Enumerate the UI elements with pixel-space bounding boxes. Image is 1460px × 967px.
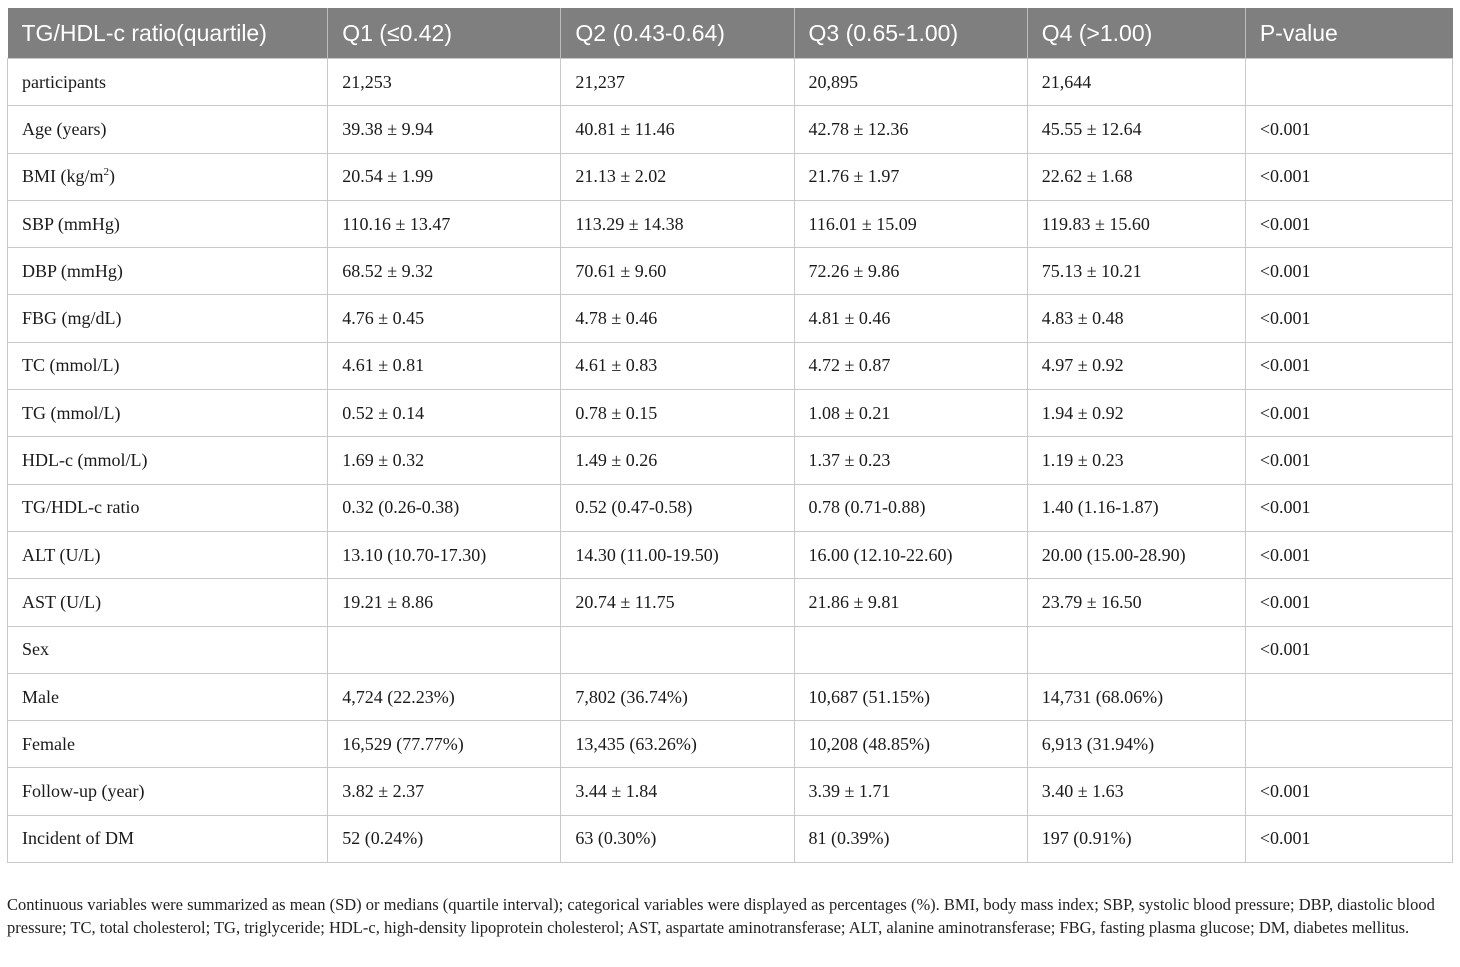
table-row	[8, 295, 1453, 342]
table-row	[8, 437, 1453, 484]
cell-q1: 3.82 ± 2.37	[328, 768, 561, 815]
header-cell-variable: TG/HDL-c ratio(quartile)	[8, 8, 328, 59]
cell-q2: 70.61 ± 9.60	[561, 248, 794, 295]
table-row	[8, 484, 1453, 531]
table-footnote: Continuous variables were summarized as mean (SD) or medians (quartile interval); categorical variables were displayed as percentages (%). BMI, body mass index; SBP, systolic blood pressure; DBP, diastolic blood pressure; TC, total cholesterol; TG, triglyceride; HDL-c, high-density lipoprotein cholesterol; AST, aspartate aminotransferase; ALT, alanine aminotransferase; FBG, fasting plasma glucose; DM, diabetes mellitus.	[7, 895, 1435, 937]
cell-q1: 21,253	[328, 59, 561, 106]
cell-variable: TG/HDL-c ratio	[8, 484, 328, 531]
cell-p-value: <0.001	[1245, 626, 1452, 673]
cell-q2: 21,237	[561, 59, 794, 106]
table-row	[8, 153, 1453, 200]
cell-q4: 4.83 ± 0.48	[1027, 295, 1245, 342]
cell-q1: 19.21 ± 8.86	[328, 579, 561, 626]
cell-q4: 21,644	[1027, 59, 1245, 106]
cell-p-value: <0.001	[1245, 106, 1452, 153]
cell-p-value: <0.001	[1245, 484, 1452, 531]
cell-q1: 16,529 (77.77%)	[328, 721, 561, 768]
cell-q2: 13,435 (63.26%)	[561, 721, 794, 768]
cell-q2	[561, 626, 794, 673]
cell-p-value: <0.001	[1245, 390, 1452, 437]
cell-q4: 6,913 (31.94%)	[1027, 721, 1245, 768]
cell-p-value: <0.001	[1245, 815, 1452, 862]
table-row	[8, 721, 1453, 768]
cell-variable: Male	[8, 673, 328, 720]
cell-q1: 4.76 ± 0.45	[328, 295, 561, 342]
cell-p-value: <0.001	[1245, 437, 1452, 484]
cell-q2: 4.61 ± 0.83	[561, 342, 794, 389]
cell-q2: 14.30 (11.00-19.50)	[561, 531, 794, 578]
cell-q1: 0.52 ± 0.14	[328, 390, 561, 437]
cell-q4: 45.55 ± 12.64	[1027, 106, 1245, 153]
header-cell-q1: Q1 (≤0.42)	[328, 8, 561, 59]
cell-q3: 20,895	[794, 59, 1027, 106]
cell-variable: BMI $(kg/m^2)$	[8, 153, 328, 200]
cell-p-value	[1245, 673, 1452, 720]
cell-q4: 75.13 ± 10.21	[1027, 248, 1245, 295]
table-row	[8, 673, 1453, 720]
table-row	[8, 106, 1453, 153]
cell-q4: 20.00 (15.00-28.90)	[1027, 531, 1245, 578]
cell-q3: 0.78 (0.71-0.88)	[794, 484, 1027, 531]
cell-q3: 4.72 ± 0.87	[794, 342, 1027, 389]
cell-q1: 68.52 ± 9.32	[328, 248, 561, 295]
cell-q3: 4.81 ± 0.46	[794, 295, 1027, 342]
baseline-characteristics-table-container	[7, 8, 1453, 863]
cell-variable: Sex	[8, 626, 328, 673]
table-row	[8, 200, 1453, 247]
cell-q2: 0.78 ± 0.15	[561, 390, 794, 437]
cell-q3: 3.39 ± 1.71	[794, 768, 1027, 815]
table-row	[8, 531, 1453, 578]
table-row	[8, 626, 1453, 673]
cell-q1: 1.69 ± 0.32	[328, 437, 561, 484]
cell-variable: Incident of DM	[8, 815, 328, 862]
cell-q3: 42.78 ± 12.36	[794, 106, 1027, 153]
table-header	[8, 8, 1453, 59]
cell-q2: 40.81 ± 11.46	[561, 106, 794, 153]
cell-q1: 110.16 ± 13.47	[328, 200, 561, 247]
cell-q2: 0.52 (0.47-0.58)	[561, 484, 794, 531]
cell-q4: 119.83 ± 15.60	[1027, 200, 1245, 247]
cell-p-value: <0.001	[1245, 248, 1452, 295]
cell-q3: 16.00 (12.10-22.60)	[794, 531, 1027, 578]
table-row	[8, 248, 1453, 295]
cell-p-value	[1245, 721, 1452, 768]
cell-q4: 3.40 ± 1.63	[1027, 768, 1245, 815]
cell-q1	[328, 626, 561, 673]
table-row	[8, 579, 1453, 626]
cell-p-value: <0.001	[1245, 153, 1452, 200]
cell-q4: 23.79 ± 16.50	[1027, 579, 1245, 626]
cell-q1: 13.10 (10.70-17.30)	[328, 531, 561, 578]
baseline-characteristics-table	[7, 8, 1453, 863]
cell-q1: 4,724 (22.23%)	[328, 673, 561, 720]
cell-p-value: <0.001	[1245, 200, 1452, 247]
header-cell-q3: Q3 (0.65-1.00)	[794, 8, 1027, 59]
cell-variable: AST (U/L)	[8, 579, 328, 626]
table-row	[8, 768, 1453, 815]
table-row	[8, 59, 1453, 106]
cell-p-value: <0.001	[1245, 531, 1452, 578]
header-cell-q2: Q2 (0.43-0.64)	[561, 8, 794, 59]
cell-q3: 1.37 ± 0.23	[794, 437, 1027, 484]
cell-variable: HDL-c (mmol/L)	[8, 437, 328, 484]
cell-q3: 21.86 ± 9.81	[794, 579, 1027, 626]
cell-q4: 14,731 (68.06%)	[1027, 673, 1245, 720]
cell-q1: 4.61 ± 0.81	[328, 342, 561, 389]
header-cell-p-value: P-value	[1245, 8, 1452, 59]
cell-q2: 63 (0.30%)	[561, 815, 794, 862]
cell-variable: FBG (mg/dL)	[8, 295, 328, 342]
cell-q4: 197 (0.91%)	[1027, 815, 1245, 862]
cell-q3: 10,687 (51.15%)	[794, 673, 1027, 720]
cell-q2: 3.44 ± 1.84	[561, 768, 794, 815]
cell-q2: 20.74 ± 11.75	[561, 579, 794, 626]
cell-p-value: <0.001	[1245, 579, 1452, 626]
cell-q4: 1.19 ± 0.23	[1027, 437, 1245, 484]
cell-variable: Follow-up (year)	[8, 768, 328, 815]
cell-variable: Age (years)	[8, 106, 328, 153]
header-row	[8, 8, 1453, 59]
cell-q1: 20.54 ± 1.99	[328, 153, 561, 200]
cell-p-value: <0.001	[1245, 342, 1452, 389]
cell-q4: 4.97 ± 0.92	[1027, 342, 1245, 389]
cell-q1: 39.38 ± 9.94	[328, 106, 561, 153]
cell-q3: 81 (0.39%)	[794, 815, 1027, 862]
cell-q3: 1.08 ± 0.21	[794, 390, 1027, 437]
cell-q2: 4.78 ± 0.46	[561, 295, 794, 342]
cell-q4: 22.62 ± 1.68	[1027, 153, 1245, 200]
cell-q2: 1.49 ± 0.26	[561, 437, 794, 484]
cell-p-value: <0.001	[1245, 768, 1452, 815]
header-cell-q4: Q4 (>1.00)	[1027, 8, 1245, 59]
cell-variable: TC (mmol/L)	[8, 342, 328, 389]
cell-q4: 1.40 (1.16-1.87)	[1027, 484, 1245, 531]
cell-q1: 52 (0.24%)	[328, 815, 561, 862]
cell-q2: 7,802 (36.74%)	[561, 673, 794, 720]
cell-variable: participants	[8, 59, 328, 106]
table-row	[8, 390, 1453, 437]
cell-q2: 113.29 ± 14.38	[561, 200, 794, 247]
cell-variable: DBP (mmHg)	[8, 248, 328, 295]
cell-p-value: <0.001	[1245, 295, 1452, 342]
cell-q1: 0.32 (0.26-0.38)	[328, 484, 561, 531]
cell-variable: ALT (U/L)	[8, 531, 328, 578]
table-row	[8, 342, 1453, 389]
cell-q3: 72.26 ± 9.86	[794, 248, 1027, 295]
cell-p-value	[1245, 59, 1452, 106]
table-body	[8, 59, 1453, 863]
cell-q3	[794, 626, 1027, 673]
cell-variable: TG (mmol/L)	[8, 390, 328, 437]
cell-q4	[1027, 626, 1245, 673]
cell-q3: 116.01 ± 15.09	[794, 200, 1027, 247]
cell-q3: 10,208 (48.85%)	[794, 721, 1027, 768]
cell-variable: SBP (mmHg)	[8, 200, 328, 247]
cell-q2: 21.13 ± 2.02	[561, 153, 794, 200]
cell-variable: Female	[8, 721, 328, 768]
cell-q4: 1.94 ± 0.92	[1027, 390, 1245, 437]
table-row	[8, 815, 1453, 862]
cell-q3: 21.76 ± 1.97	[794, 153, 1027, 200]
